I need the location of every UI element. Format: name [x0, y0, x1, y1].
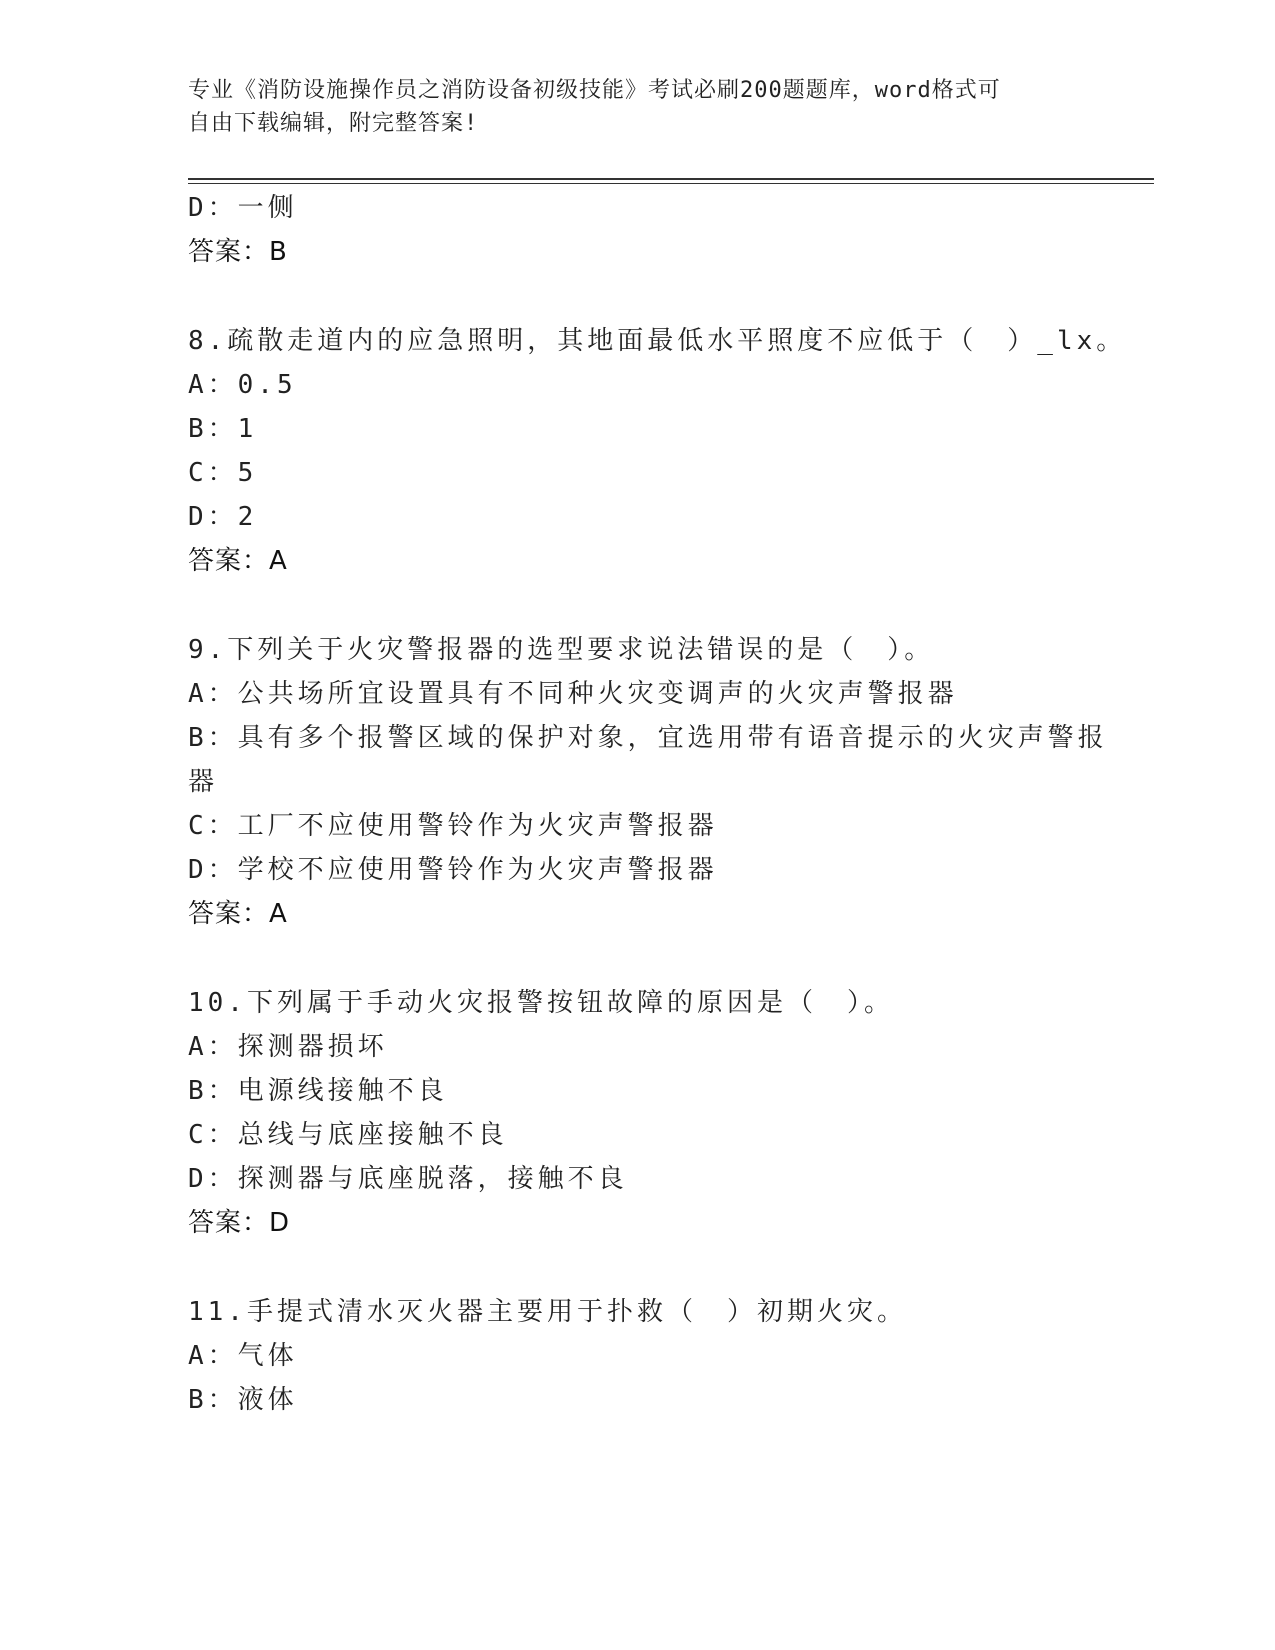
question-10-stem: 10.下列属于手动火灾报警按钮故障的原因是（ ）。: [188, 988, 894, 1018]
question-10-option-d: D：探测器与底座脱落，接触不良: [188, 1164, 628, 1194]
question-10-option-b: B：电源线接触不良: [188, 1076, 448, 1106]
previous-question-answer: 答案：B: [188, 237, 288, 267]
question-10-answer: 答案：D: [188, 1208, 291, 1238]
question-9-stem: 9.下列关于火灾警报器的选型要求说法错误的是（ ）。: [188, 635, 935, 665]
header-divider-thin: [188, 183, 1154, 184]
question-8-option-c: C：5: [188, 458, 258, 488]
question-8-option-a: A：0.5: [188, 370, 297, 400]
question-11-option-b: B：液体: [188, 1385, 298, 1415]
question-9-option-a: A：公共场所宜设置具有不同种火灾变调声的火灾声警报器: [188, 679, 958, 709]
question-10-option-a: A：探测器损坏: [188, 1032, 388, 1062]
document-header: [188, 74, 1088, 140]
question-11-stem: 11.手提式清水灭火器主要用于扑救（ ）初期火灾。: [188, 1297, 907, 1327]
header-title-line2: 自由下载编辑，附完整答案!: [188, 111, 479, 136]
question-9-option-d: D：学校不应使用警铃作为火灾声警报器: [188, 855, 718, 885]
header-title-line1: 专业《消防设施操作员之消防设备初级技能》考试必刷200题题库，word格式可: [188, 78, 1001, 103]
previous-question-option-d: D：一侧: [188, 193, 298, 223]
question-10-option-c: C：总线与底座接触不良: [188, 1120, 508, 1150]
question-9-option-c: C：工厂不应使用警铃作为火灾声警报器: [188, 811, 718, 841]
question-9-option-b-continued: 器: [188, 767, 219, 797]
question-8-stem: 8.疏散走道内的应急照明，其地面最低水平照度不应低于（ ）_lx。: [188, 326, 1127, 356]
question-11-option-a: A：气体: [188, 1341, 298, 1371]
question-8-option-d: D：2: [188, 502, 258, 532]
question-9-option-b: B：具有多个报警区域的保护对象，宜选用带有语音提示的火灾声警报: [188, 723, 1108, 753]
question-8-answer: 答案：A: [188, 546, 288, 576]
header-divider: [188, 178, 1154, 180]
question-9-answer: 答案：A: [188, 899, 288, 929]
question-8-option-b: B：1: [188, 414, 258, 444]
